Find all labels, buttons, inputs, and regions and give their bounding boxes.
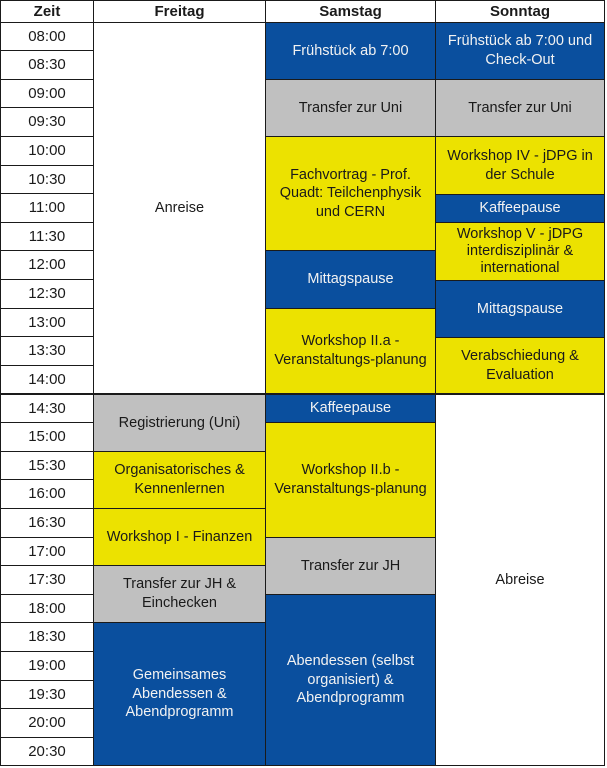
event-samstag-fachvortrag: Fachvortrag - Prof. Quadt: Teilchenphysik und CERN: [265, 136, 436, 251]
time-slot: 17:30: [0, 565, 94, 595]
event-freitag-organisatorisches: Organisatorisches & Kennenlernen: [93, 451, 266, 509]
time-slot: 08:30: [0, 50, 94, 80]
time-slot: 10:00: [0, 136, 94, 166]
event-freitag-abendessen: Gemeinsames Abendessen & Abendprogramm: [93, 622, 266, 766]
event-samstag-abendessen: Abendessen (selbst organisiert) & Abendprogramm: [265, 594, 436, 766]
event-freitag-registrierung: Registrierung (Uni): [93, 393, 266, 452]
time-slot: 12:00: [0, 250, 94, 280]
time-slot: 10:30: [0, 165, 94, 194]
event-sonntag-workshop-4: Workshop IV - jDPG in der Schule: [435, 136, 605, 195]
event-sonntag-mittagspause: Mittagspause: [435, 280, 605, 338]
time-slot: 11:30: [0, 222, 94, 251]
event-sonntag-abreise: Abreise: [435, 393, 605, 766]
time-slot: 19:30: [0, 680, 94, 709]
header-sonntag: Sonntag: [435, 0, 605, 23]
time-slot: 15:00: [0, 422, 94, 452]
time-slot: 15:30: [0, 451, 94, 480]
time-slot: 20:30: [0, 737, 94, 766]
time-slot: 16:30: [0, 508, 94, 538]
event-sonntag-fruehstueck: Frühstück ab 7:00 und Check-Out: [435, 22, 605, 80]
event-samstag-transfer-uni: Transfer zur Uni: [265, 79, 436, 137]
time-slot: 13:30: [0, 336, 94, 366]
time-slot: 18:30: [0, 622, 94, 652]
event-sonntag-verabschiedung: Verabschiedung & Evaluation: [435, 337, 605, 394]
event-samstag-kaffeepause: Kaffeepause: [265, 393, 436, 423]
event-samstag-transfer-jh: Transfer zur JH: [265, 537, 436, 595]
time-slot: 12:30: [0, 279, 94, 309]
header-time: Zeit: [0, 0, 94, 23]
header-samstag: Samstag: [265, 0, 436, 23]
event-samstag-fruehstueck: Frühstück ab 7:00: [265, 22, 436, 80]
event-samstag-workshop-2b: Workshop II.b - Veranstaltungs-planung: [265, 422, 436, 538]
header-freitag: Freitag: [93, 0, 266, 23]
event-samstag-workshop-2a: Workshop II.a - Veranstaltungs-planung: [265, 308, 436, 394]
event-sonntag-workshop-5: Workshop V - jDPG interdisziplinär & international: [435, 222, 605, 281]
time-slot: 08:00: [0, 22, 94, 51]
event-freitag-anreise: Anreise: [93, 22, 266, 394]
time-slot: 13:00: [0, 308, 94, 337]
time-slot: 18:00: [0, 594, 94, 623]
event-sonntag-transfer-uni: Transfer zur Uni: [435, 79, 605, 137]
time-slot: 20:00: [0, 708, 94, 738]
time-slot: 14:30: [0, 393, 94, 423]
time-slot: 19:00: [0, 651, 94, 681]
event-freitag-transfer-jh: Transfer zur JH & Einchecken: [93, 565, 266, 623]
time-slot: 16:00: [0, 479, 94, 509]
time-slot: 14:00: [0, 365, 94, 395]
time-slot: 17:00: [0, 537, 94, 566]
event-freitag-workshop-1: Workshop I - Finanzen: [93, 508, 266, 566]
event-samstag-mittagspause: Mittagspause: [265, 250, 436, 309]
time-slot: 09:30: [0, 107, 94, 137]
time-slot: 11:00: [0, 193, 94, 223]
event-sonntag-kaffeepause: Kaffeepause: [435, 194, 605, 223]
time-slot: 09:00: [0, 79, 94, 108]
